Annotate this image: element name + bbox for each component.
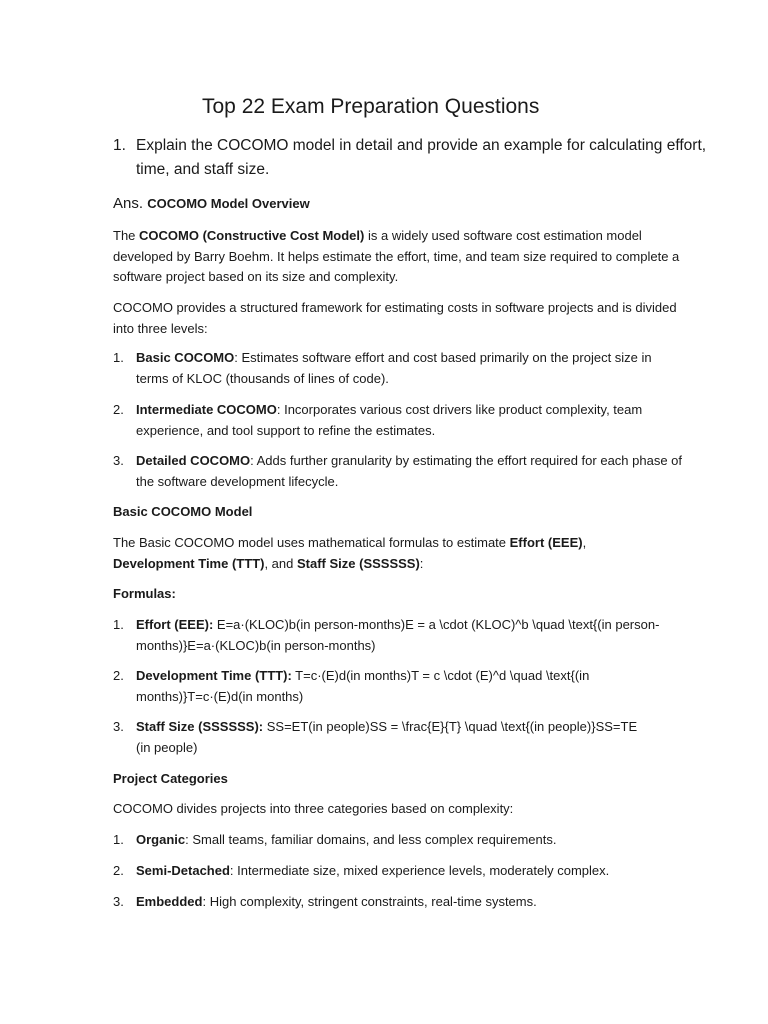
levels-intro: COCOMO provides a structured framework for estimating costs in software projects and is divided into three levels:: [113, 300, 677, 336]
question-number: 1.: [113, 137, 126, 154]
answer-heading: [113, 193, 310, 215]
list-item-level-basic: 1. Basic COCOMO: Estimates software effort and cost based primarily on the project size in terms of KLOC (thousands of lines of code).: [113, 350, 652, 386]
question-text: Explain the COCOMO model in detail and provide an example for calculating effort, time, and staff size.: [136, 137, 707, 178]
basic-model-heading: Basic COCOMO Model: [113, 504, 253, 519]
categories-heading: Project Categories: [113, 771, 228, 786]
page-title: Top 22 Exam Preparation Questions: [202, 95, 540, 118]
formulas-heading: Formulas:: [113, 586, 176, 601]
intro-paragraph: The COCOMO (Constructive Cost Model) is a widely used software cost estimation model developed by Barry Boehm. It helps estimate the effort, time, and team size required to complete a software project based on its size and complexity.: [113, 228, 680, 284]
list-item-formula-staff: 3. Staff Size (SSSSSS): SS=ET(in people)SS = \frac{E}{T} \quad \text{(in people)}SS=TE (in people): [113, 719, 638, 755]
list-item-category-embedded: 3. Embedded: High complexity, stringent constraints, real-time systems.: [113, 894, 537, 909]
categories-intro: COCOMO divides projects into three categories based on complexity:: [113, 801, 514, 816]
basic-model-paragraph: The Basic COCOMO model uses mathematical formulas to estimate Effort (EEE), Development Time (TTT), and Staff Size (SSSSSS):: [113, 535, 587, 571]
list-item-formula-time: 2. Development Time (TTT): T=c·(E)d(in months)T = c \cdot (E)^d \quad \text{(in months)}T=c·(E)d(in months): [113, 668, 590, 704]
intro-term: COCOMO (Constructive Cost Model): [139, 228, 365, 243]
question-1: [113, 134, 713, 182]
answer-prefix: Ans.: [113, 195, 144, 212]
list-item-category-organic: 1. Organic: Small teams, familiar domains, and less complex requirements.: [113, 832, 557, 847]
list-item-category-semi-detached: 2. Semi-Detached: Intermediate size, mixed experience levels, moderately complex.: [113, 863, 610, 878]
list-item-level-detailed: 3. Detailed COCOMO: Adds further granularity by estimating the effort required for each phase of the software development lifecycle.: [113, 453, 683, 489]
answer-title: COCOMO Model Overview: [147, 196, 310, 211]
list-item-formula-effort: 1. Effort (EEE): E=a·(KLOC)b(in person-months)E = a \cdot (KLOC)^b \quad \text{(in person- months)}E=a·(KLOC)b(in person-months): [113, 617, 660, 653]
list-item-level-intermediate: 2. Intermediate COCOMO: Incorporates various cost drivers like product complexity, team experience, and tool support to refine the estimates.: [113, 402, 643, 438]
